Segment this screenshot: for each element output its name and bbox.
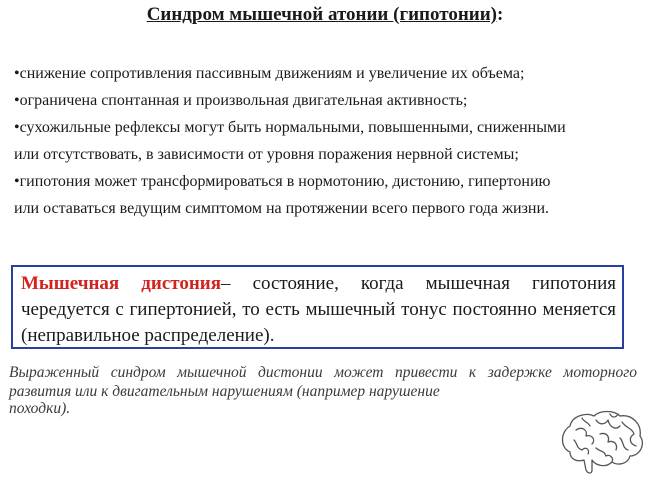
definition-text: – состояние, когда мышечная гипотония чередуется с гипертонией, то есть мышечный тонус постоянно меняется (неправильное распределение). (21, 273, 616, 346)
note-text: Выраженный синдром мышечной дистонии может привести к задержке моторного развития или к двигательным нарушениям (например нарушение (9, 364, 637, 400)
list-item: или отсутствовать, в зависимости от уровня поражения нервной системы; (14, 146, 519, 163)
list-item: •сухожильные рефлексы могут быть нормальными, повышенными, сниженными (14, 119, 566, 136)
title-text: Синдром мышечной атонии (гипотонии) (146, 4, 497, 25)
list-item: •гипотония может трансформироваться в нормотонию, дистонию, гипертонию (14, 173, 551, 190)
list-item: •ограничена спонтанная и произвольная двигательная активность; (14, 92, 468, 109)
title-colon: : (496, 4, 504, 25)
note-tail: походки). (9, 400, 71, 417)
list-item: или оставаться ведущим симптомом на протяжении всего первого года жизни. (14, 200, 550, 217)
list-item: •снижение сопротивления пассивным движениям и увеличение их объема; (14, 65, 525, 82)
definition-term: Мышечная дистония (21, 273, 222, 294)
brain-icon (556, 408, 646, 478)
page-title (0, 4, 650, 26)
symptom-list (14, 60, 634, 222)
definition-box (11, 265, 624, 349)
